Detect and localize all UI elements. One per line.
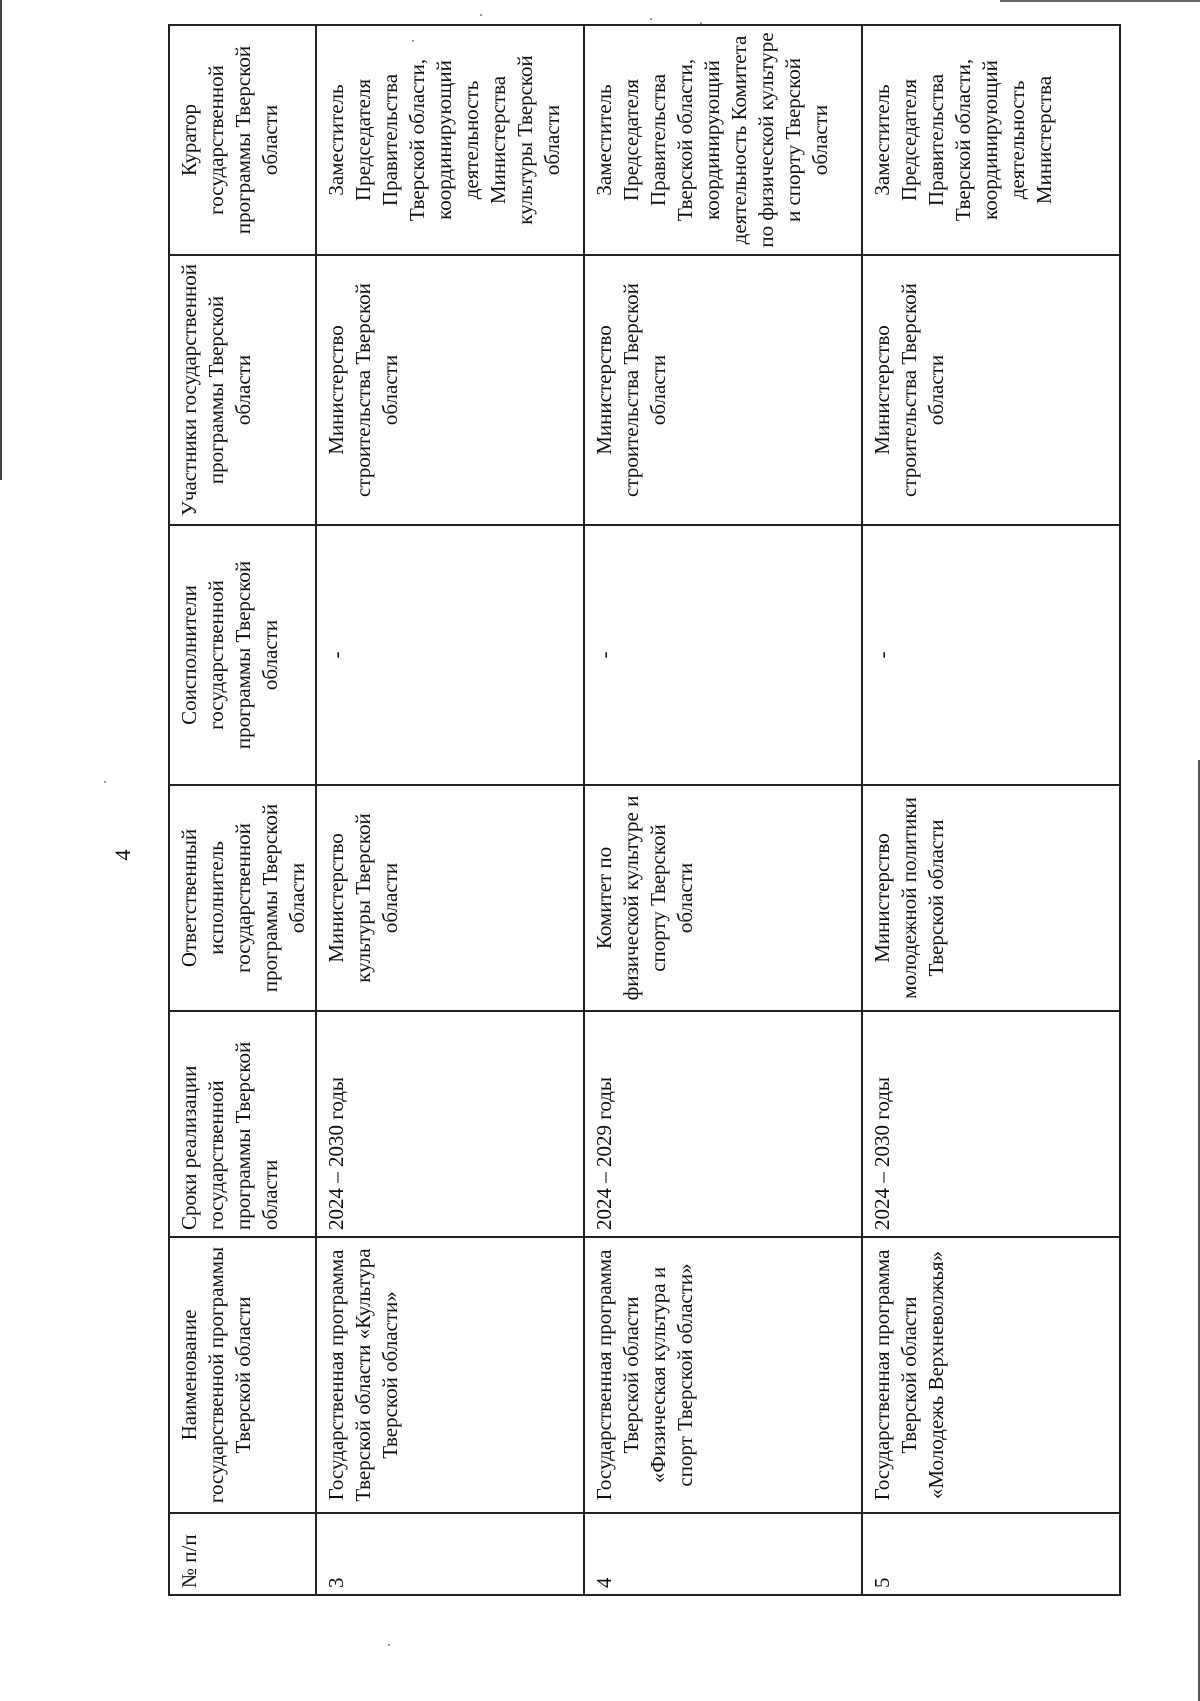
cell-participants: Министерство строительства Тверской области	[316, 255, 584, 525]
cell-term: 2024 – 2030 годы	[862, 1011, 1120, 1237]
cell-participants: Министерство строительства Тверской области	[862, 255, 1120, 525]
table-row	[316, 25, 584, 1595]
cell-name: Государственная программа Тверской области «Молодежь Верхневолжья»	[862, 1237, 1120, 1513]
table-header-row	[169, 25, 316, 1595]
scan-speck	[650, 18, 652, 20]
cell-responsible: Министерство молодежной политики Тверской области	[862, 785, 1120, 1011]
cell-curator: Заместитель Председателя Правительства Тверской области, координирующий деятельность Комитета по физической культуре и спорту Тверской области	[584, 25, 862, 255]
scan-edge-top	[1000, 0, 1200, 2]
scan-speck	[388, 1644, 390, 1646]
cell-term: 2024 – 2030 годы	[316, 1011, 584, 1237]
cell-coexecutors: -	[862, 525, 1120, 785]
cell-num: 4	[584, 1513, 862, 1595]
page-number: 4	[110, 849, 135, 861]
cell-coexecutors: -	[584, 525, 862, 785]
scan-speck	[104, 781, 106, 783]
scan-edge-left	[0, 0, 2, 480]
programs-table-wrapper	[168, 32, 1108, 1596]
cell-curator: Заместитель Председателя Правительства Тверской области, координирующий деятельность Министерства	[862, 25, 1120, 255]
header-coexecutors: Соисполнители государственной программы Тверской области	[169, 525, 316, 785]
header-term: Сроки реализации государственной программы Тверской области	[169, 1011, 316, 1237]
cell-num: 3	[316, 1513, 584, 1595]
table-row	[584, 25, 862, 1595]
cell-name: Государственная программа Тверской области «Физическая культура и спорт Тверской области»	[584, 1237, 862, 1513]
cell-num: 5	[862, 1513, 1120, 1595]
header-num: № п/п	[169, 1513, 316, 1595]
cell-name: Государственная программа Тверской области «Культура Тверской области»	[316, 1237, 584, 1513]
header-name: Наименование государственной программы Тверской области	[169, 1237, 316, 1513]
cell-responsible: Министерство культуры Тверской области	[316, 785, 584, 1011]
programs-table	[168, 24, 1121, 1596]
cell-responsible: Комитет по физической культуре и спорту Тверской области	[584, 785, 862, 1011]
cell-term: 2024 – 2029 годы	[584, 1011, 862, 1237]
table-row	[862, 25, 1120, 1595]
cell-participants: Министерство строительства Тверской области	[584, 255, 862, 525]
header-participants: Участники государственной программы Тверской области	[169, 255, 316, 525]
scan-speck	[480, 14, 482, 16]
header-responsible: Ответственный исполнитель государственной программы Тверской области	[169, 785, 316, 1011]
cell-curator: Заместитель Председателя Правительства Тверской области, координирующий деятельность Министерства культуры Тверской области	[316, 25, 584, 255]
header-curator: Куратор государственной программы Тверской области	[169, 25, 316, 255]
cell-coexecutors: -	[316, 525, 584, 785]
